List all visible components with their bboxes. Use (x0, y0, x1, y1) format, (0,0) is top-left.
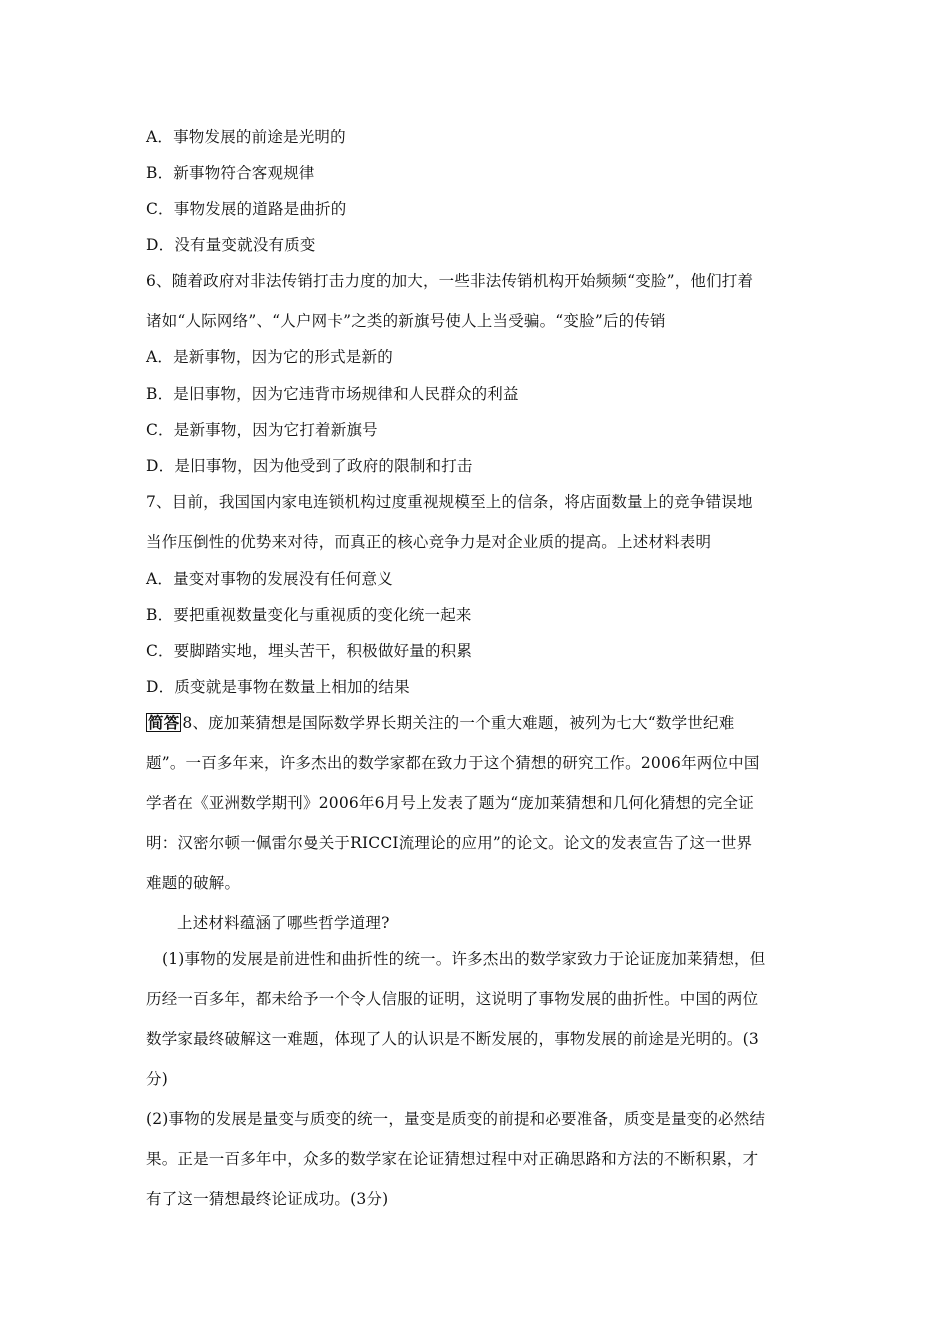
question-type-tag: 简答 (148, 713, 180, 732)
q8-answer-2-line-3: 有了这一猜想最终论证成功。(3分) (146, 1190, 389, 1208)
q8-answer-1-line-4: 分) (146, 1070, 168, 1088)
q7-option-b: B．要把重视数量变化与重视质的变化统一起来 (146, 606, 472, 624)
q7-option-a: A．量变对事物的发展没有任何意义 (146, 570, 393, 588)
q7-stem-line-2: 当作压倒性的优势来对待，而真正的核心竞争力是对企业质的提高。上述材料表明 (146, 533, 712, 551)
q6-option-a: A．是新事物，因为它的形式是新的 (146, 348, 393, 366)
q8-stem-line-5: 难题的破解。 (146, 874, 241, 892)
q8-stem-text-1: 8、庞加莱猜想是国际数学界长期关注的一个重大难题，被列为七大“数学世纪难 (182, 714, 735, 732)
q8-stem-line-4: 明：汉密尔顿一佩雷尔曼关于RICCI流理论的应用”的论文。论文的发表宣告了这一世界 (146, 834, 753, 852)
q6-stem-line-1: 6、随着政府对非法传销打击力度的加大，一些非法传销机构开始频频“变脸”，他们打着 (146, 272, 754, 290)
q6-option-c: C．是新事物，因为它打着新旗号 (146, 421, 378, 439)
q8-answer-1-line-3: 数学家最终破解这一难题，体现了人的认识是不断发展的，事物发展的前途是光明的。(3 (146, 1030, 759, 1048)
q8-stem-line-1 (146, 713, 734, 733)
q8-stem-line-3: 学者在《亚洲数学期刊》2006年6月号上发表了题为“庞加莱猜想和几何化猜想的完全证 (146, 794, 754, 812)
q8-answer-1-line-1: (1)事物的发展是前进性和曲折性的统一。许多杰出的数学家致力于论证庞加莱猜想，但 (162, 950, 766, 968)
q6-option-b: B．是旧事物，因为它违背市场规律和人民群众的利益 (146, 385, 519, 403)
q5-option-d: D．没有量变就没有质变 (146, 236, 316, 254)
q7-option-c: C．要脚踏实地，埋头苦干，积极做好量的积累 (146, 642, 473, 660)
q7-option-d: D．质变就是事物在数量上相加的结果 (146, 678, 410, 696)
q7-stem-line-1: 7、目前，我国国内家电连锁机构过度重视规模至上的信条，将店面数量上的竞争错误地 (146, 493, 753, 511)
q8-stem-line-2: 题”。一百多年来，许多杰出的数学家都在致力于这个猜想的研究工作。2006年两位中国 (146, 754, 760, 772)
q6-stem-line-2: 诸如“人际网络”、“人户网卡”之类的新旗号使人上当受骗。“变脸”后的传销 (146, 312, 666, 330)
q5-option-a: A．事物发展的前途是光明的 (146, 128, 346, 146)
q8-answer-2-line-2: 果。正是一百多年中，众多的数学家在论证猜想过程中对正确思路和方法的不断积累，才 (146, 1150, 759, 1168)
q6-option-d: D．是旧事物，因为他受到了政府的限制和打击 (146, 457, 473, 475)
q5-option-b: B．新事物符合客观规律 (146, 164, 315, 182)
q8-answer-2-line-1: (2)事物的发展是量变与质变的统一，量变是质变的前提和必要准备，质变是量变的必然结 (146, 1110, 766, 1128)
q5-option-c: C．事物发展的道路是曲折的 (146, 200, 347, 218)
q8-question: 上述材料蕴涵了哪些哲学道理? (177, 914, 390, 932)
q8-answer-1-line-2: 历经一百多年，都未给予一个令人信服的证明，这说明了事物发展的曲折性。中国的两位 (146, 990, 759, 1008)
